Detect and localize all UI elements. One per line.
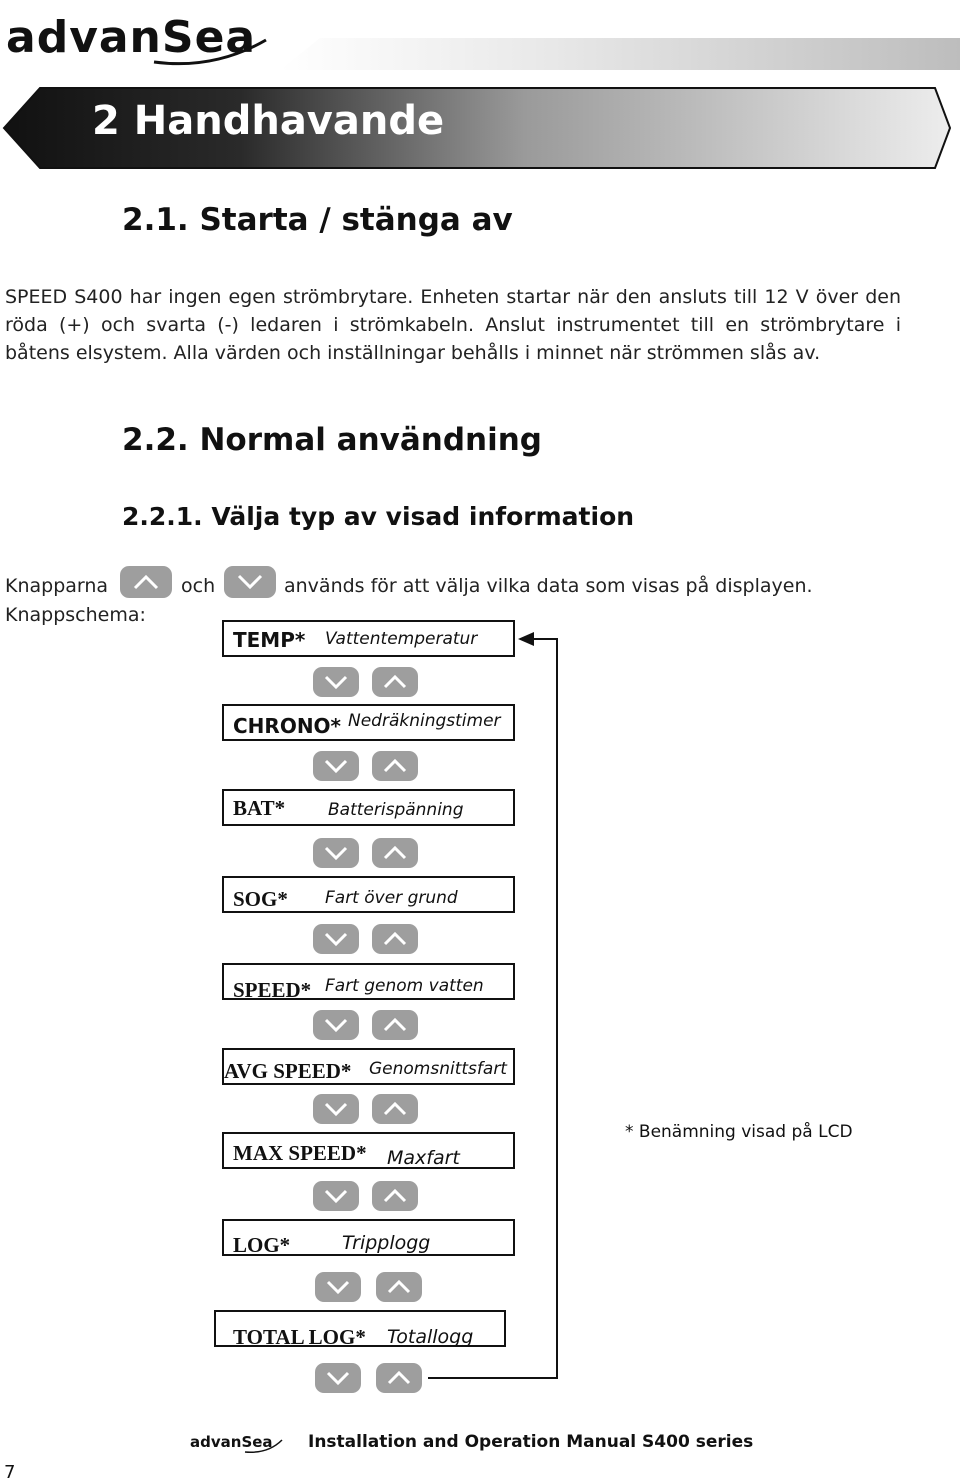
down-button — [315, 1272, 361, 1302]
down-button — [313, 751, 359, 781]
lcd-note: * Benämning visad på LCD — [625, 1122, 853, 1142]
chevron-down-icon — [322, 1016, 350, 1034]
page-number: 7 — [4, 1462, 16, 1483]
chevron-up-icon — [381, 673, 409, 691]
chevron-down-icon — [322, 1100, 350, 1118]
up-button — [376, 1363, 422, 1393]
schema-label-sog: SOG* — [233, 887, 288, 911]
chevron-up-icon — [381, 1187, 409, 1205]
chevron-up-icon — [381, 1100, 409, 1118]
chevron-up-icon — [385, 1278, 413, 1296]
section-2-1-title: 2.1. Starta / stänga av — [122, 202, 513, 238]
up-button — [376, 1272, 422, 1302]
schema-desc-chrono: Nedräkningstimer — [348, 711, 501, 731]
up-button — [372, 1010, 418, 1040]
schema-label-avg-speed: AVG SPEED* — [224, 1059, 352, 1083]
schema-desc-total-log: Totallogg — [387, 1326, 474, 1348]
schema-label-chrono: CHRONO* — [233, 714, 342, 738]
buttons-line-suffix: används för att välja vilka data som visas på displayen. — [284, 575, 813, 597]
chevron-down-icon — [324, 1278, 352, 1296]
down-button — [313, 838, 359, 868]
advansea-logo — [4, 4, 274, 68]
down-button — [315, 1363, 361, 1393]
schema-label-bat: BAT* — [233, 796, 286, 820]
chevron-down-icon — [236, 573, 264, 591]
loop-line-vertical — [556, 638, 558, 1379]
schema-desc-bat: Batterispänning — [328, 800, 464, 820]
logo-text: advanSea — [6, 12, 257, 63]
schema-label-temp: TEMP* — [233, 628, 306, 652]
schema-desc-max-speed: Maxfart — [387, 1147, 460, 1169]
up-button-inline — [120, 566, 172, 598]
loop-line-bottom — [428, 1377, 558, 1379]
up-button — [372, 667, 418, 697]
schema-desc-temp: Vattentemperatur — [325, 629, 478, 649]
chevron-down-icon — [322, 1187, 350, 1205]
schema-desc-log: Tripplogg — [342, 1232, 431, 1254]
schema-label-max-speed: MAX SPEED* — [233, 1141, 367, 1165]
chevron-down-icon — [324, 1369, 352, 1387]
section-2-2-1-title: 2.2.1. Välja typ av visad information — [122, 502, 635, 531]
section-2-2-title: 2.2. Normal användning — [122, 422, 542, 458]
up-button — [372, 924, 418, 954]
buttons-line-prefix: Knapparna — [5, 575, 109, 597]
chevron-up-icon — [385, 1369, 413, 1387]
loop-line-top — [530, 638, 558, 640]
down-button-inline — [224, 566, 276, 598]
footer-title: Installation and Operation Manual S400 series — [308, 1432, 754, 1452]
chapter-title: 2 Handhavande — [92, 98, 445, 144]
chevron-down-icon — [322, 844, 350, 862]
chevron-up-icon — [381, 844, 409, 862]
chevron-up-icon — [132, 573, 160, 591]
up-button — [372, 1094, 418, 1124]
schema-label-speed: SPEED* — [233, 978, 312, 1002]
up-button — [372, 1181, 418, 1211]
up-button — [372, 838, 418, 868]
chevron-down-icon — [322, 930, 350, 948]
down-button — [313, 924, 359, 954]
schema-label: Knappschema: — [5, 604, 146, 626]
schema-desc-avg-speed: Genomsnittsfart — [369, 1059, 507, 1079]
chevron-up-icon — [381, 1016, 409, 1034]
buttons-line-middle: och — [181, 575, 216, 597]
chevron-down-icon — [322, 757, 350, 775]
down-button — [313, 1010, 359, 1040]
schema-desc-speed: Fart genom vatten — [325, 976, 484, 996]
down-button — [313, 1181, 359, 1211]
header-gradient-strip — [280, 38, 960, 70]
chevron-up-icon — [381, 930, 409, 948]
arrow-head-icon — [518, 632, 534, 646]
footer-logo-text: advanSea — [190, 1433, 273, 1451]
down-button — [313, 667, 359, 697]
chevron-up-icon — [381, 757, 409, 775]
schema-label-log: LOG* — [233, 1233, 291, 1257]
down-button — [313, 1094, 359, 1124]
schema-desc-sog: Fart över grund — [325, 888, 458, 908]
chevron-down-icon — [322, 673, 350, 691]
intro-paragraph: SPEED S400 har ingen egen strömbrytare. Enheten startar när den ansluts till 12 V över den röda (+) och svarta (-) ledaren i strömkabeln. Anslut instrumentet till en strömbrytare i båtens elsystem. Alla värden och inställningar behålls i minnet när strömmen slås av. — [5, 286, 901, 364]
schema-label-total-log: TOTAL LOG* — [233, 1325, 366, 1349]
footer-logo — [190, 1430, 286, 1454]
up-button — [372, 751, 418, 781]
